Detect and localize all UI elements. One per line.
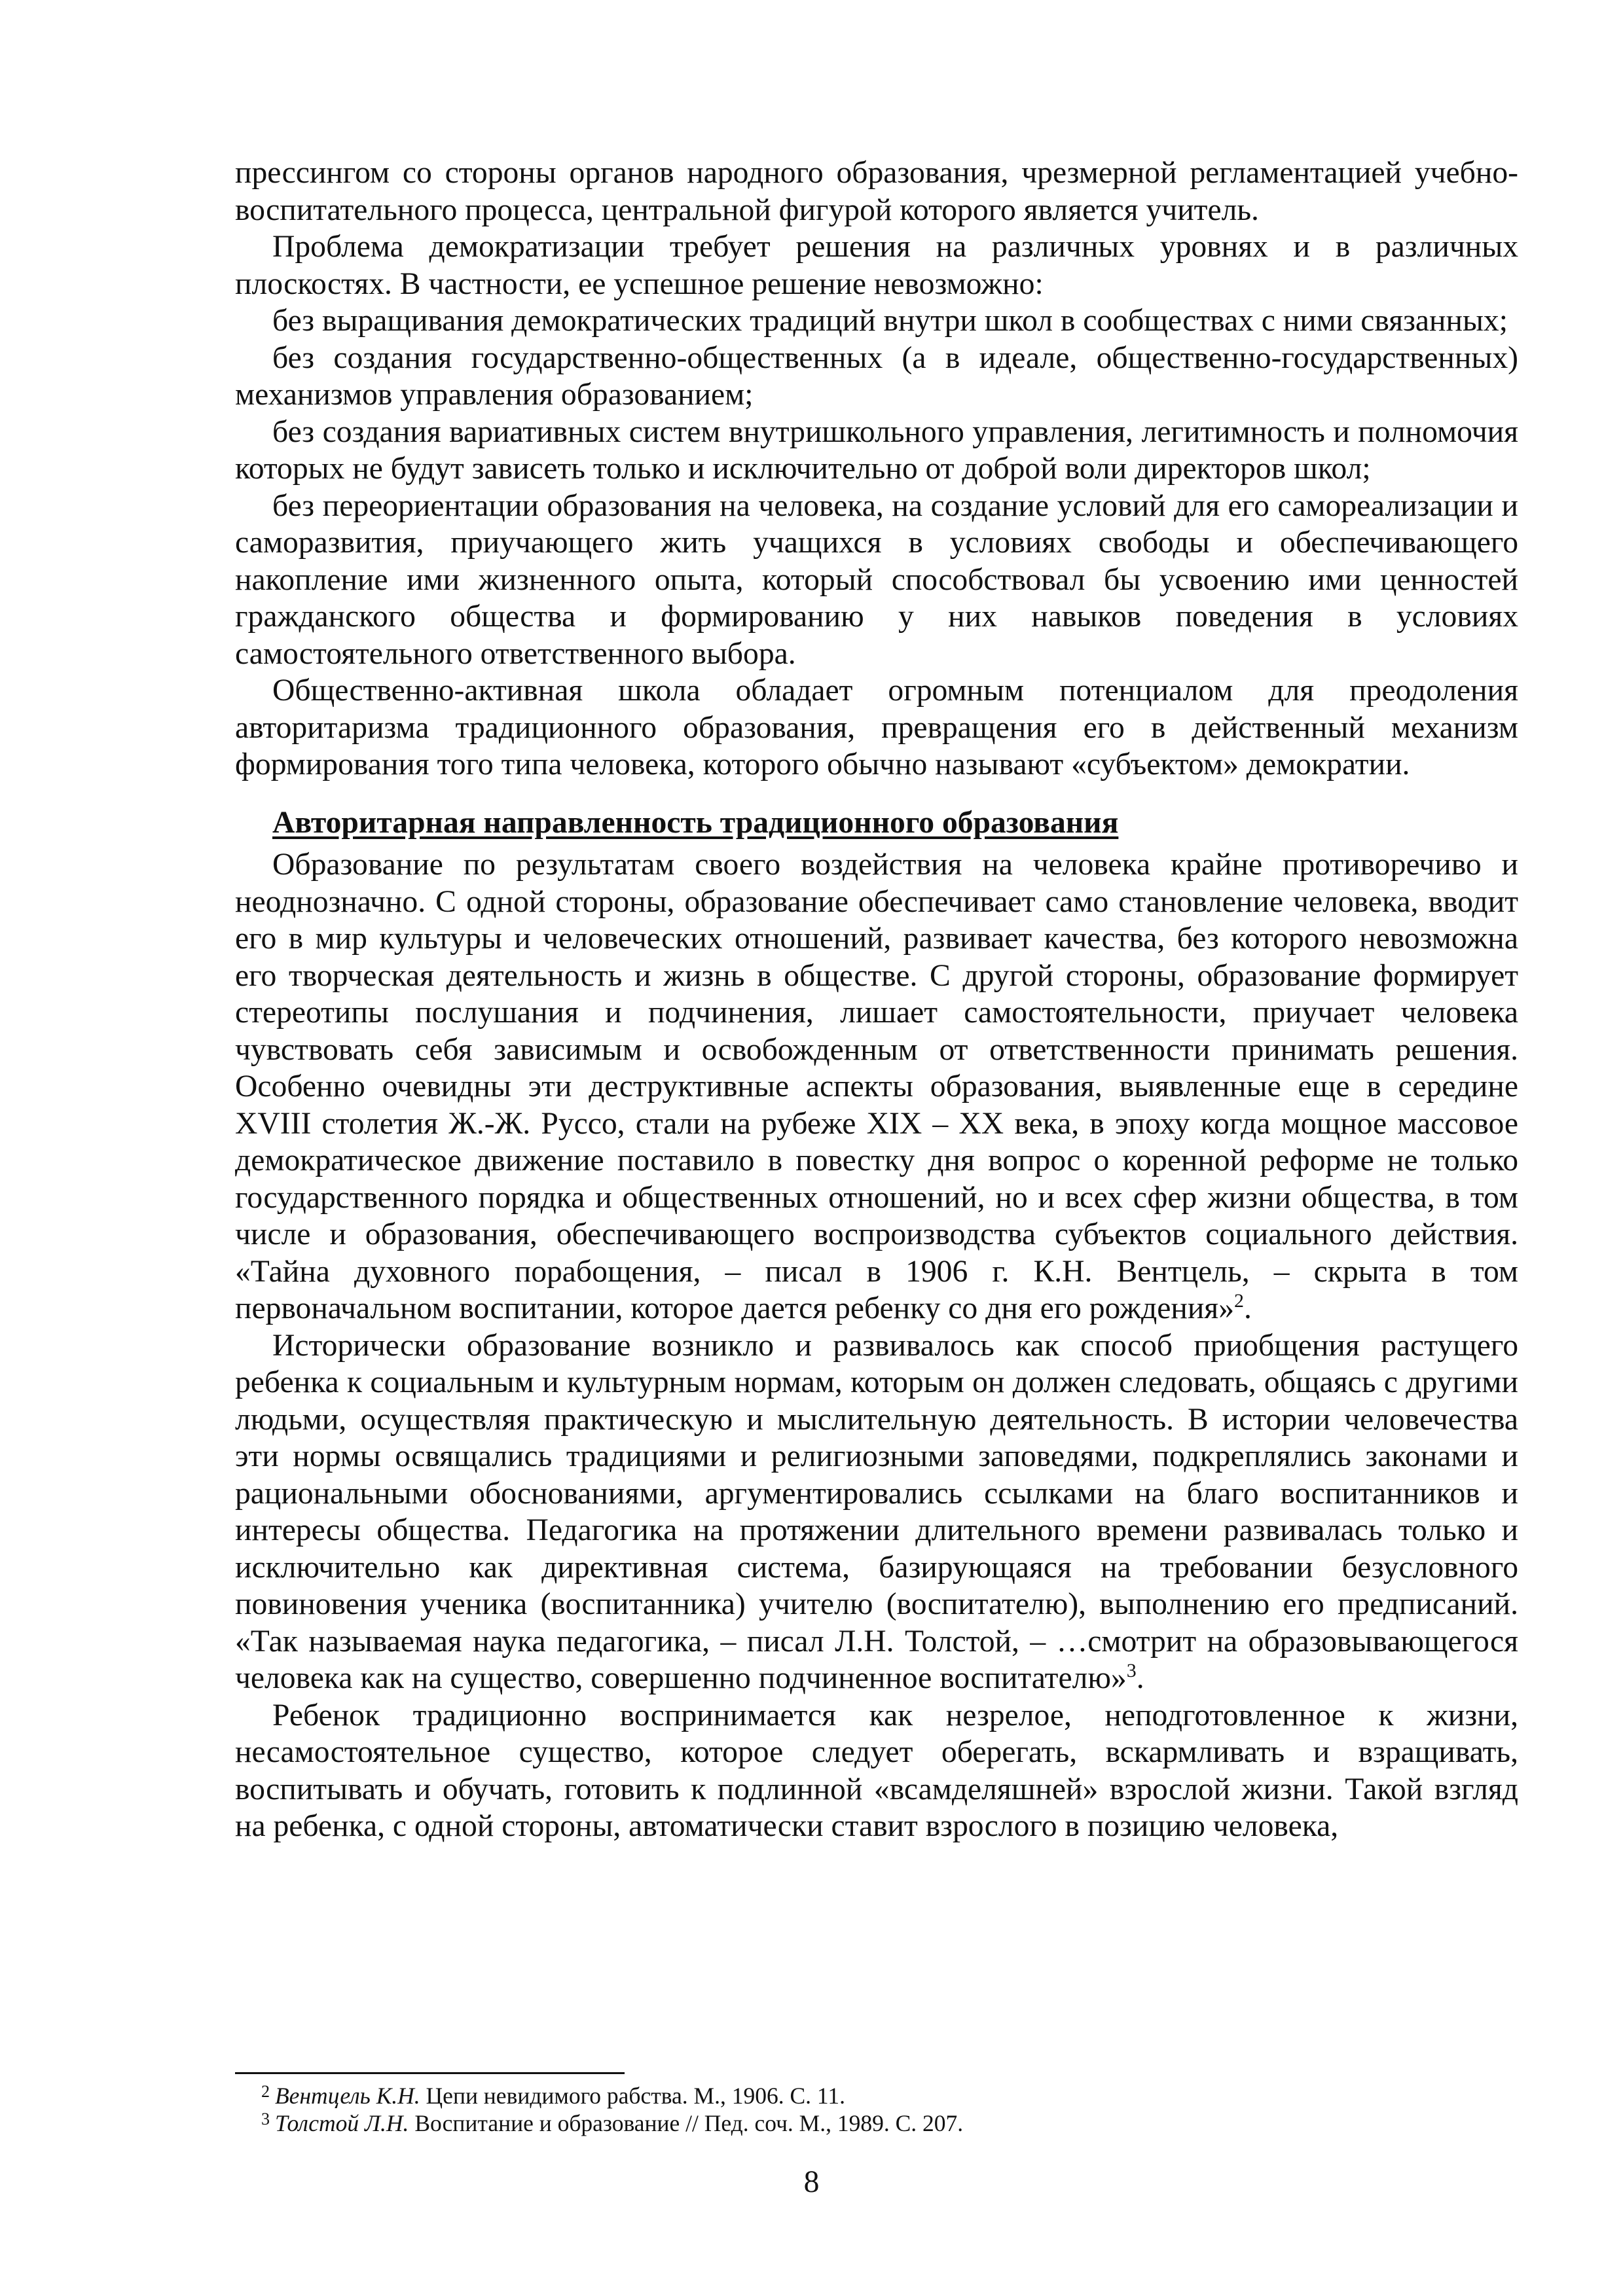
paragraph-8-text: Образование по результатам своего воздействия на человека крайне противоречиво и неоднозначно. С одной стороны, образование обеспечивает само становление человека, вводит его в мир культуры и человеческих отношений, развивает качества, без которого невозможна его творческая деятельность и жизнь в обществе. С другой стороны, образование формирует стереотипы послушания и подчинения, лишает самостоятельности, приучает человека чувствовать себя зависимым и освобожденным от ответственности принимать решения. Особенно очевидны эти деструктивные аспекты образования, выявленные еще в середине XVIII столетия Ж.-Ж. Руссо, стали на рубеже XIX – XX века, в эпоху когда мощное массовое демократическое движение поставило в повестку дня вопрос о коренной реформе не только государственного порядка и общественных отношений, но и всех сфер жизни общества, в том числе и образования, обеспечивающего воспроизводства субъектов социального действия. «Тайна духовного порабощения, – писал в 1906 г. К.Н. Вентцель, – скрыта в том первоначальном воспитании, которое дается ребенку со дня его рождения» xyxy=(235,848,1518,1325)
paragraph-5: без создания вариативных систем внутришкольного управления, легитимность и полномочия которых не будут зависеть только и исключительно от доброй воли директоров школ; xyxy=(235,414,1518,486)
footnote-ref-3[interactable]: 3 xyxy=(1126,1660,1137,1682)
footnote-author: Вентцель К.Н. xyxy=(275,2083,420,2109)
paragraph-3: без выращивания демократических традиций внутри школ в сообществах с ними связанных; xyxy=(272,304,1508,338)
footnote-number: 2 xyxy=(261,2082,270,2101)
page-number: 8 xyxy=(803,2165,820,2199)
footnote-3 xyxy=(235,2109,1518,2137)
footnote-separator xyxy=(235,2072,625,2074)
section-heading: Авторитарная направленность традиционного образования xyxy=(272,805,1119,840)
paragraph-4: без создания государственно-общественных (а в идеале, общественно-государственных) механизмов управления образованием; xyxy=(235,340,1518,412)
paragraph-1: прессингом со стороны органов народного образования, чрезмерной регламентацией учебно-воспитательного процесса, центральной фигурой которого является учитель. xyxy=(235,156,1518,227)
footnote-number: 3 xyxy=(261,2109,270,2128)
paragraph-9-text: Исторически образование возникло и развивалось как способ приобщения растущего ребенка к социальным и культурным нормам, которым он должен следовать, общаясь с другими людьми, осуществляя практическую и мыслительную деятельность. В истории человечества эти нормы освящались традициями и религиозными заповедями, подкреплялись законами и рациональными обоснованиями, аргументировались ссылками на благо воспитанников и интересы общества. Педагогика на протяжении длительного времени развивалась только и исключительно как директивная система, базирующаяся на требовании безусловного повиновения ученика (воспитанника) учителю (воспитателю), выполнению его предписаний. «Так называемая наука педагогика, – писал Л.Н. Толстой, – …смотрит на образовывающегося человека как на существо, совершенно подчиненное воспитателю» xyxy=(235,1328,1518,1695)
paragraph-2: Проблема демократизации требует решения на различных уровнях и в различных плоскостях. В частности, ее успешное решение невозможно: xyxy=(235,230,1518,301)
footnote-text: Воспитание и образование // Пед. соч. М., 1989. С. 207. xyxy=(409,2110,964,2136)
footnote-author: Толстой Л.Н. xyxy=(275,2110,409,2136)
main-text xyxy=(235,154,1518,1845)
paragraph-6: без переориентации образования на человека, на создание условий для его самореализации и саморазвития, приучающего жить учащихся в условиях свободы и обеспечивающего накопление ими жизненного опыта, который способствовал бы усвоению ими ценностей гражданского общества и формированию у них навыков поведения в условиях самостоятельного ответственного выбора. xyxy=(235,488,1518,671)
footnote-ref-2[interactable]: 2 xyxy=(1234,1290,1244,1312)
footnotes xyxy=(235,2082,1518,2137)
footnote-2 xyxy=(235,2082,1518,2109)
footnote-text: Цепи невидимого рабства. М., 1906. С. 11. xyxy=(420,2083,845,2109)
paragraph-7: Общественно-активная школа обладает огромным потенциалом для преодоления авторитаризма традиционного образования, превращения его в действенный механизм формирования того типа человека, которого обычно называют «субъектом» демократии. xyxy=(235,673,1518,781)
paragraph-8-end: . xyxy=(1244,1291,1252,1325)
paragraph-9-end: . xyxy=(1136,1661,1144,1695)
paragraph-9 xyxy=(235,1327,1518,1697)
paragraph-8 xyxy=(235,846,1518,1327)
paragraph-10: Ребенок традиционно воспринимается как незрелое, неподготовленное к жизни, несамостоятельное существо, которое следует оберегать, вскармливать и взращивать, воспитывать и обучать, готовить к подлинной «всамделяшней» взрослой жизни. Такой взгляд на ребенка, с одной стороны, автоматически ставит взрослого в позицию человека, xyxy=(235,1698,1518,1843)
